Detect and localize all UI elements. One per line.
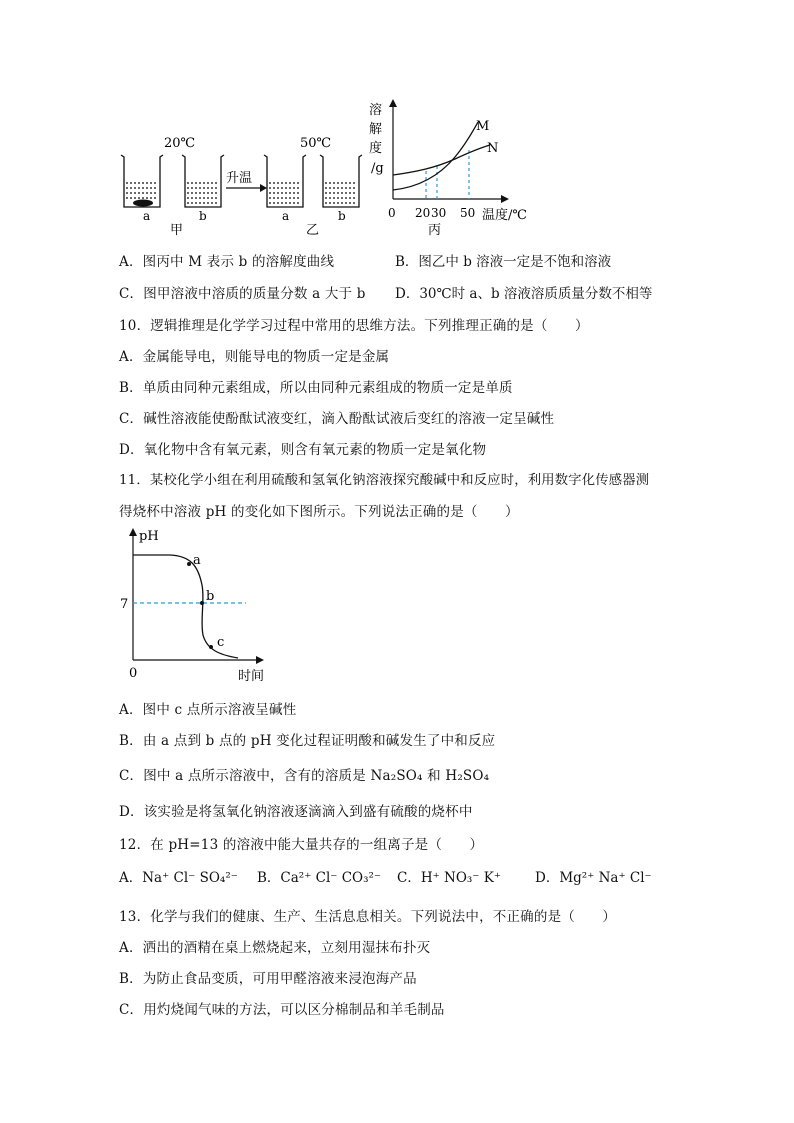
q10-option-a: A．金属能导电，则能导电的物质一定是金属: [119, 349, 390, 365]
ph-x-label: 时间: [238, 669, 265, 684]
y-axis-label-2: 解: [369, 122, 383, 137]
q11-option-b: B．由 a 点到 b 点的 pH 变化过程证明酸和碱发生了中和反应: [119, 733, 496, 749]
point-b: [200, 601, 204, 605]
q10-option-d: D．氧化物中含有氧元素，则含有氧元素的物质一定是氧化物: [119, 442, 487, 458]
origin-label: 0: [388, 206, 396, 220]
undissolved-solid: [133, 200, 153, 207]
point-a: [187, 562, 191, 566]
q11-stem-line2: 得烧杯中溶液 pH 的变化如下图所示。下列说法正确的是（ ）: [119, 504, 519, 520]
curve-N-label: N: [487, 141, 499, 156]
q10-stem: 10．逻辑推理是化学学习过程中常用的思维方法。下列推理正确的是（ ）: [119, 318, 589, 334]
beaker-b-jia: [182, 155, 224, 207]
q9-figure: [110, 95, 570, 245]
beaker-b-yi: [320, 155, 362, 207]
q11-stem-line1: 11．某校化学小组在利用硫酸和氢氧化钠溶液探究酸碱中和反应时，利用数字化传感器测: [119, 473, 650, 488]
group-label-jia: 甲: [170, 223, 184, 238]
ph-origin: 0: [129, 666, 138, 681]
point-c: [209, 645, 213, 649]
point-a-label: a: [193, 553, 201, 568]
q12-option-b: B．Ca²⁺ Cl⁻ CO₃²⁻: [257, 870, 382, 886]
q11-ph-graph: [110, 520, 290, 690]
q11-option-c: [119, 764, 489, 784]
q9-option-d: D．30℃时 a、b 溶液溶质质量分数不相等: [395, 286, 653, 302]
q9-option-b: B．图乙中 b 溶液一定是不饱和溶液: [395, 254, 612, 270]
beaker-a-jia: [121, 155, 163, 207]
beaker-a-yi: [264, 155, 306, 207]
ph-y-label: pH: [139, 529, 159, 544]
beaker-label-4: b: [338, 209, 346, 223]
group-label-yi: 乙: [306, 223, 320, 238]
y-axis-label-4: /g: [371, 161, 384, 176]
q10-option-b: B．单质由同种元素组成，所以由同种元素组成的物质一定是单质: [119, 380, 513, 396]
q12-option-a: A．Na⁺ Cl⁻ SO₄²⁻: [119, 870, 238, 886]
point-c-label: c: [217, 635, 225, 650]
q12-option-d: D．Mg²⁺ Na⁺ Cl⁻: [535, 870, 652, 886]
q9-figure-svg: [110, 95, 570, 245]
x-axis-label: 温度/℃: [482, 208, 527, 223]
q13-option-a: A．洒出的酒精在桌上燃烧起来，立刻用湿抹布扑灭: [119, 940, 431, 956]
y-axis-label-1: 溶: [369, 103, 383, 118]
curve-M-label: M: [476, 119, 490, 134]
beaker-label-2: b: [199, 209, 207, 223]
q9-option-c: C．图甲溶液中溶质的质量分数 a 大于 b: [119, 286, 366, 302]
beaker-label-3: a: [282, 209, 290, 223]
q11-option-a: A．图中 c 点所示溶液呈碱性: [119, 702, 297, 718]
q12-stem: 12．在 pH=13 的溶液中能大量共存的一组离子是（ ）: [119, 837, 484, 853]
q13-option-c: C．用灼烧闻气味的方法，可以区分棉制品和羊毛制品: [119, 1002, 445, 1018]
q13-stem: 13．化学与我们的健康、生产、生活息息相关。下列说法中，不正确的是（ ）: [119, 909, 617, 925]
q13-option-b: B．为防止食品变质，可用甲醛溶液来浸泡海产品: [119, 971, 417, 987]
arrow-label: 升温: [226, 171, 253, 186]
q11-ph-graph-svg: [110, 520, 290, 690]
formula-na2so4: Na₂SO₄: [370, 768, 423, 784]
q11-option-c-text: C．图中 a 点所示溶液中，含有的溶质是: [119, 768, 371, 784]
q11-option-c-and: 和: [422, 768, 446, 784]
q9-option-a: A．图丙中 M 表示 b 的溶解度曲线: [119, 254, 335, 270]
temp-50-label: 50℃: [300, 136, 332, 151]
q10-option-c: C．碱性溶液能使酚酞试液变红，滴入酚酞试液后变红的溶液一定呈碱性: [119, 411, 555, 427]
x-tick-30: 30: [431, 206, 447, 220]
group-label-bing: 丙: [428, 223, 442, 238]
curve-M: [393, 122, 478, 190]
ph-tick-7: 7: [120, 597, 129, 612]
q11-option-d: D．该实验是将氢氧化钠溶液逐滴滴入到盛有硫酸的烧杯中: [119, 804, 473, 820]
y-axis-label-3: 度: [369, 141, 383, 156]
formula-h2so4: H₂SO₄: [445, 768, 490, 784]
x-tick-50: 50: [460, 206, 476, 220]
beaker-label-1: a: [143, 209, 151, 223]
temp-20-label: 20℃: [164, 136, 196, 151]
x-tick-20: 20: [415, 206, 431, 220]
q12-option-c: C．H⁺ NO₃⁻ K⁺: [397, 870, 501, 886]
point-b-label: b: [206, 589, 215, 604]
